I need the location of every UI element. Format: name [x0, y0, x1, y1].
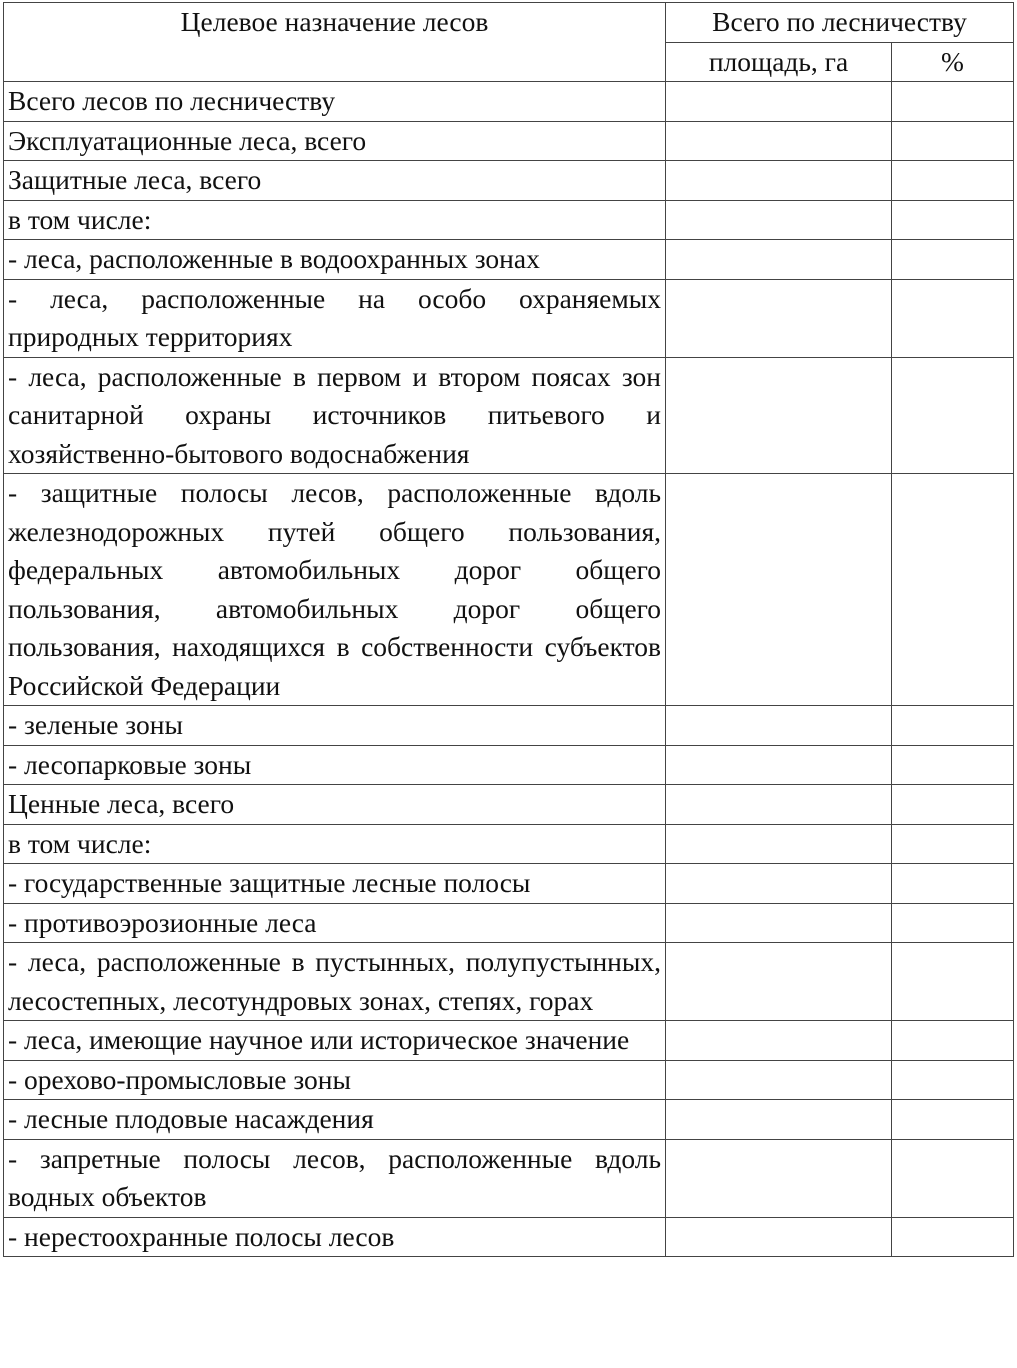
table-row	[4, 279, 1014, 357]
percent-cell	[892, 357, 1014, 474]
row-label: в том числе:	[4, 824, 666, 864]
percent-cell	[892, 1139, 1014, 1217]
percent-cell	[892, 1217, 1014, 1257]
percent-cell	[892, 240, 1014, 280]
area-cell	[666, 121, 892, 161]
percent-cell	[892, 121, 1014, 161]
table-row	[4, 357, 1014, 474]
row-label: - государственные защитные лесные полосы	[4, 864, 666, 904]
table-row	[4, 745, 1014, 785]
table-row	[4, 240, 1014, 280]
table-row	[4, 824, 1014, 864]
table-row	[4, 161, 1014, 201]
area-cell	[666, 903, 892, 943]
percent-cell	[892, 745, 1014, 785]
row-label: в том числе:	[4, 200, 666, 240]
row-label: - зеленые зоны	[4, 706, 666, 746]
area-cell	[666, 1139, 892, 1217]
table-row	[4, 1060, 1014, 1100]
table-row	[4, 200, 1014, 240]
area-cell	[666, 82, 892, 122]
row-label: - орехово-промысловые зоны	[4, 1060, 666, 1100]
area-column-header: площадь, га	[666, 42, 892, 82]
percent-column-header: %	[892, 42, 1014, 82]
row-label: - запретные полосы лесов, расположенные вдоль водных объектов	[4, 1139, 666, 1217]
purpose-column-header: Целевое назначение лесов	[4, 3, 666, 82]
table-row	[4, 1021, 1014, 1061]
percent-cell	[892, 474, 1014, 706]
percent-cell	[892, 1060, 1014, 1100]
area-cell	[666, 474, 892, 706]
table-body	[4, 82, 1014, 1257]
row-label: - леса, расположенные в водоохранных зонах	[4, 240, 666, 280]
table-row	[4, 943, 1014, 1021]
area-cell	[666, 240, 892, 280]
row-label: - леса, расположенные на особо охраняемых природных территориях	[4, 279, 666, 357]
percent-cell	[892, 943, 1014, 1021]
percent-cell	[892, 864, 1014, 904]
row-label: - противоэрозионные леса	[4, 903, 666, 943]
table-row	[4, 903, 1014, 943]
percent-cell	[892, 1100, 1014, 1140]
percent-cell	[892, 785, 1014, 825]
area-cell	[666, 824, 892, 864]
forest-purpose-table	[3, 2, 1014, 1257]
row-label: Ценные леса, всего	[4, 785, 666, 825]
table-row	[4, 121, 1014, 161]
table-row	[4, 82, 1014, 122]
table-row	[4, 474, 1014, 706]
row-label: - леса, имеющие научное или историческое значение	[4, 1021, 666, 1061]
percent-cell	[892, 82, 1014, 122]
row-label: Всего лесов по лесничеству	[4, 82, 666, 122]
row-label: - нерестоохранные полосы лесов	[4, 1217, 666, 1257]
table-row	[4, 1217, 1014, 1257]
percent-cell	[892, 161, 1014, 201]
table-row	[4, 1139, 1014, 1217]
area-cell	[666, 1100, 892, 1140]
table-row	[4, 1100, 1014, 1140]
area-cell	[666, 200, 892, 240]
table-row	[4, 785, 1014, 825]
table-row	[4, 706, 1014, 746]
percent-cell	[892, 706, 1014, 746]
header-row-1	[4, 3, 1014, 43]
area-cell	[666, 1060, 892, 1100]
row-label: Эксплуатационные леса, всего	[4, 121, 666, 161]
area-cell	[666, 785, 892, 825]
area-cell	[666, 357, 892, 474]
area-cell	[666, 1217, 892, 1257]
area-cell	[666, 161, 892, 201]
row-label: - лесопарковые зоны	[4, 745, 666, 785]
table-row	[4, 864, 1014, 904]
row-label: - леса, расположенные в пустынных, полупустынных, лесостепных, лесотундровых зонах, степях, горах	[4, 943, 666, 1021]
area-cell	[666, 745, 892, 785]
row-label: - леса, расположенные в первом и втором поясах зон санитарной охраны источников питьевого и хозяйственно-бытового водоснабжения	[4, 357, 666, 474]
total-column-header: Всего по лесничеству	[666, 3, 1014, 43]
percent-cell	[892, 903, 1014, 943]
row-label: Защитные леса, всего	[4, 161, 666, 201]
row-label: - лесные плодовые насаждения	[4, 1100, 666, 1140]
percent-cell	[892, 1021, 1014, 1061]
percent-cell	[892, 279, 1014, 357]
area-cell	[666, 1021, 892, 1061]
area-cell	[666, 706, 892, 746]
area-cell	[666, 279, 892, 357]
row-label: - защитные полосы лесов, расположенные вдоль железнодорожных путей общего пользования, федеральных автомобильных дорог общего пользования, автомобильных дорог общего пользования, находящихся в собственности субъектов Российской Федерации	[4, 474, 666, 706]
percent-cell	[892, 200, 1014, 240]
percent-cell	[892, 824, 1014, 864]
area-cell	[666, 864, 892, 904]
area-cell	[666, 943, 892, 1021]
